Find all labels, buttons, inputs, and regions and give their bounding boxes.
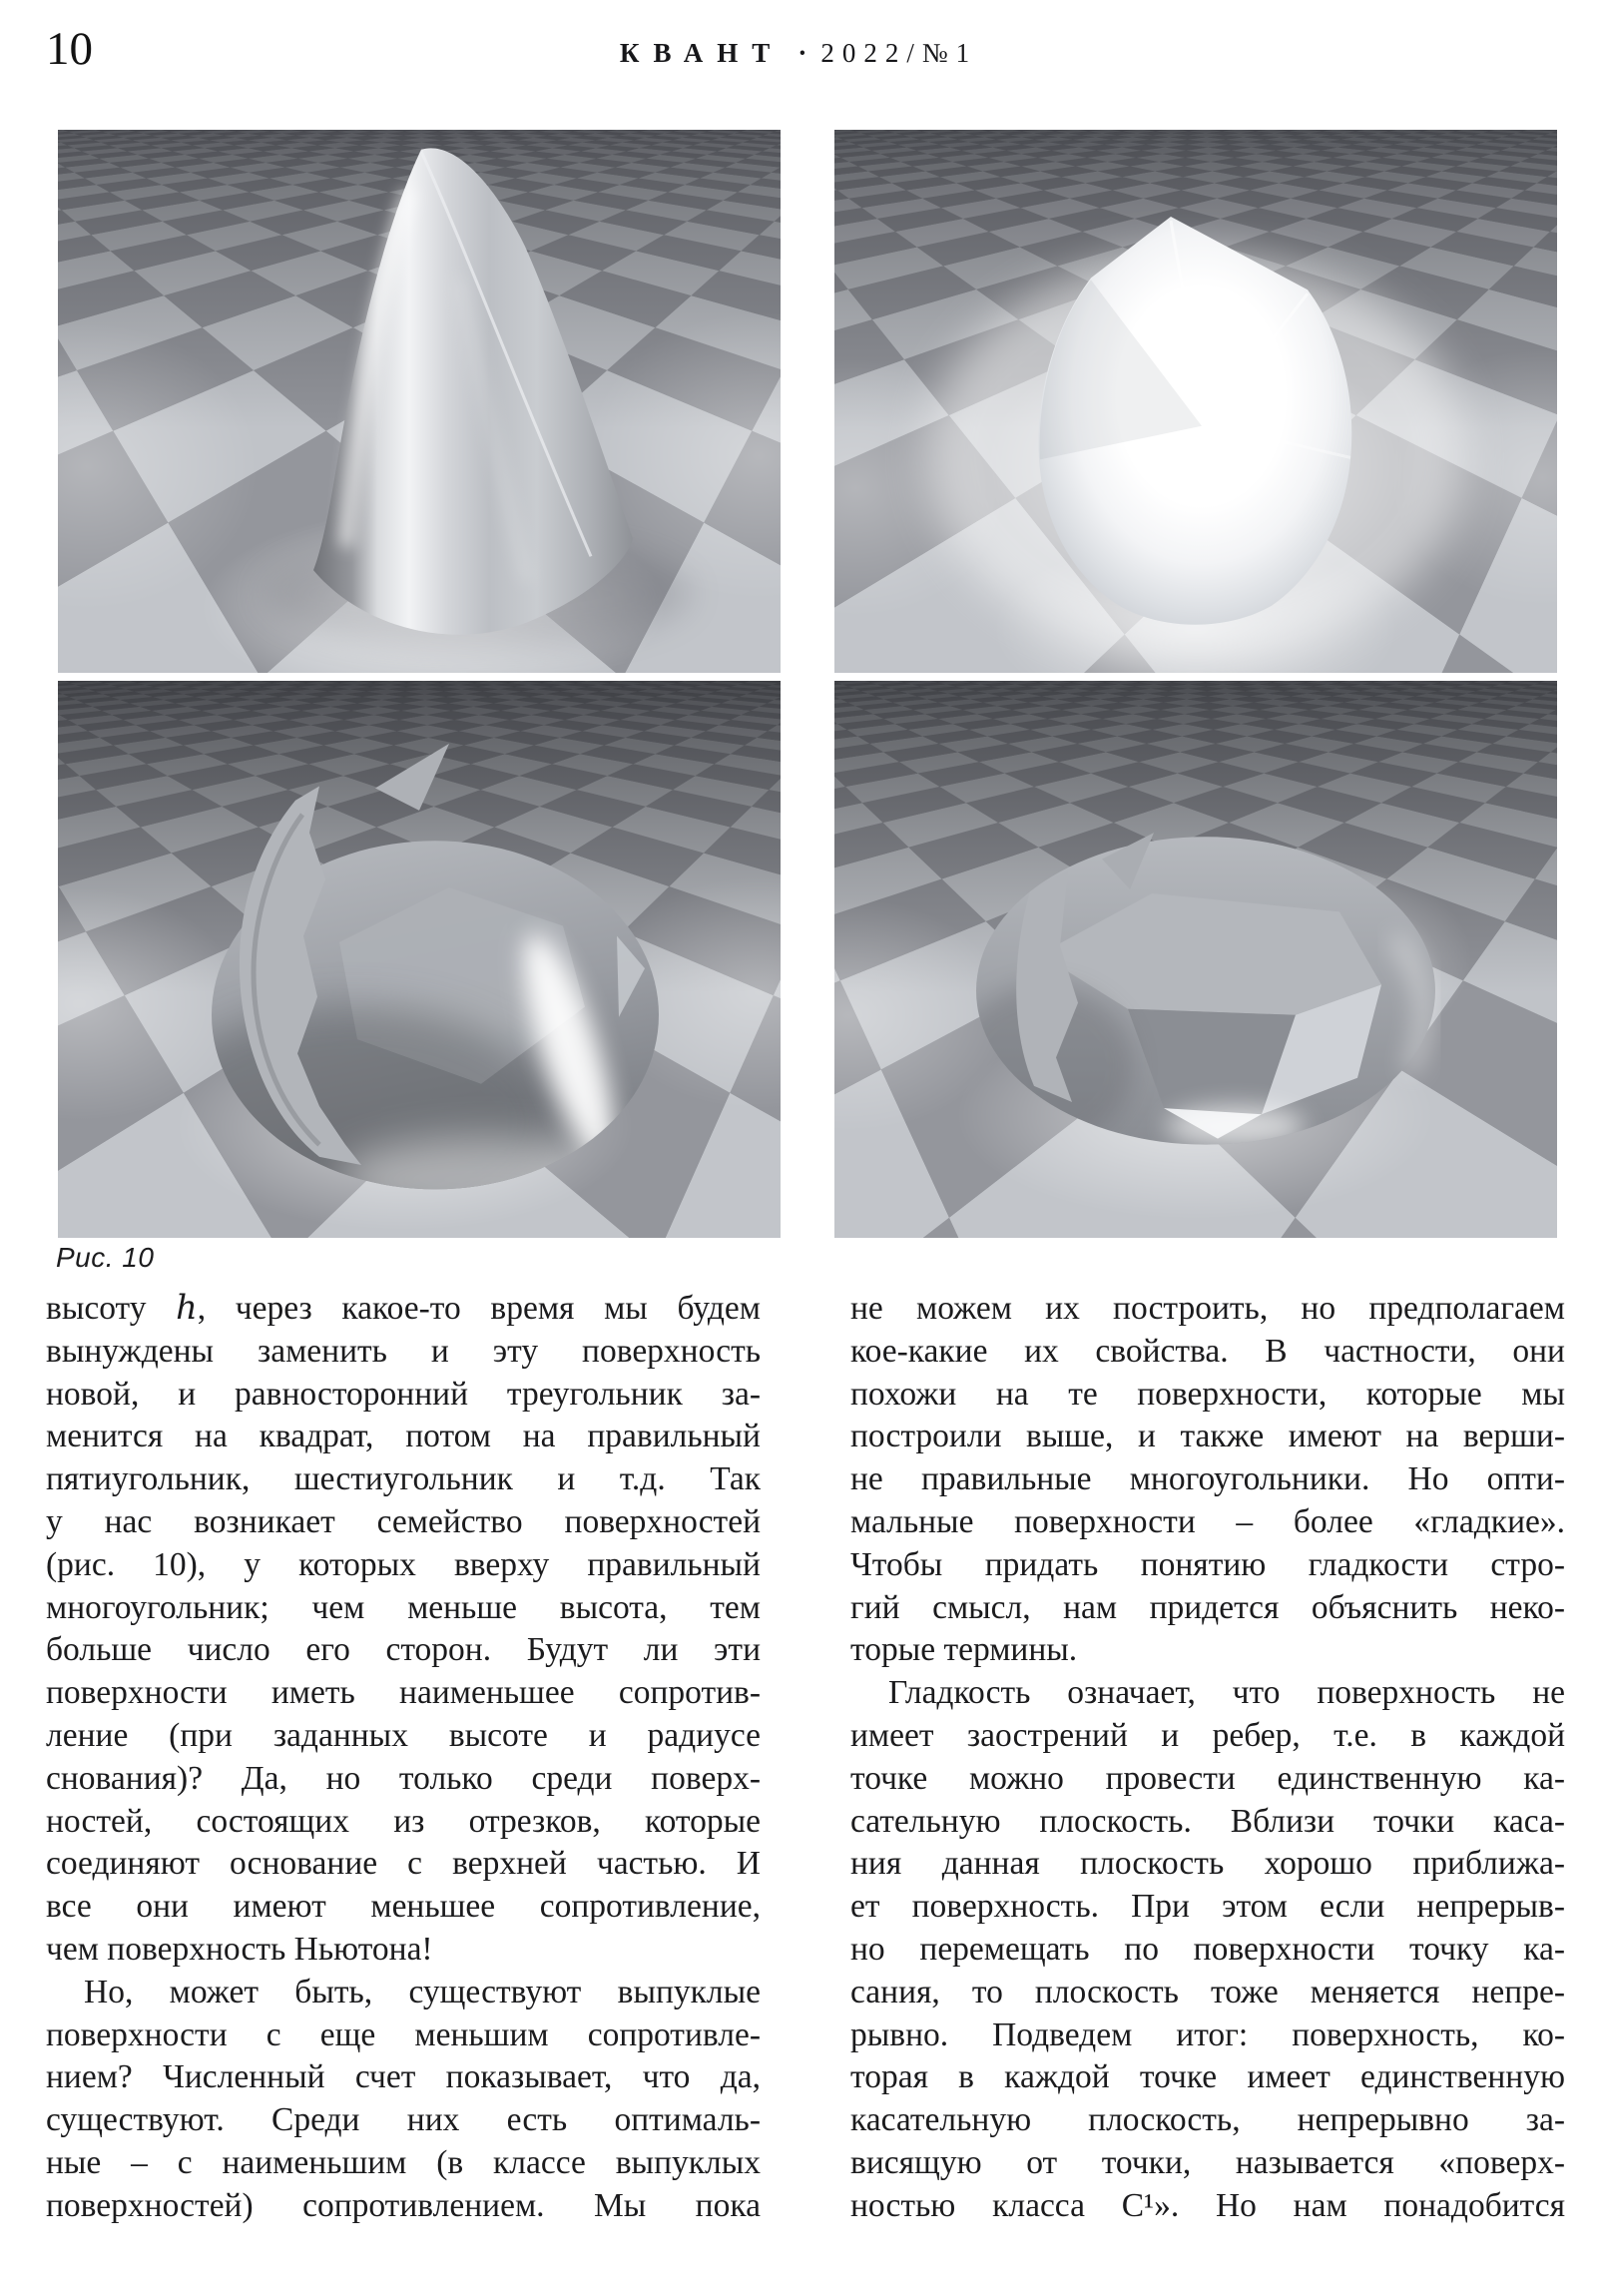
text-line: имеет заострений и ребер, т.е. в каждой (850, 1716, 1565, 1754)
text-line: гий смысл, нам придется объяснить неко- (850, 1588, 1565, 1626)
page-number: 10 (46, 23, 93, 75)
text-line: рывно. Подведем итог: поверхность, ко- (850, 2015, 1565, 2053)
cone-shape (58, 130, 781, 673)
text-line: ление (при заданных высоте и радиусе (46, 1716, 761, 1754)
text-line: висящую от точки, называется «поверх- (850, 2143, 1565, 2181)
text-line: пятиугольник, шестиугольник и т.д. Так (46, 1460, 761, 1498)
text-line: похожи на те поверхности, которые мы (850, 1375, 1565, 1413)
text-line: чем поверхность Ньютона! (46, 1930, 433, 1968)
text-line: но перемещать по поверхности точку ка- (850, 1930, 1565, 1968)
text-line: точке можно провести единственную ка- (850, 1759, 1565, 1797)
figure-render-cone (58, 130, 781, 673)
text-line: мальные поверхности – более «гладкие». (850, 1502, 1565, 1540)
text-line: многоугольник; чем меньше высота, тем (46, 1588, 761, 1626)
text-line: существуют. Среди них есть оптималь- (46, 2101, 761, 2139)
pit-shape (58, 681, 781, 1238)
pit-shape (834, 681, 1557, 1238)
text-line: менится на квадрат, потом на правильный (46, 1418, 761, 1455)
text-line: Но, может быть, существуют выпуклые (84, 1973, 761, 2010)
text-line: высоту ℎ, через какое-то время мы будем (46, 1290, 761, 1327)
text-line: нием? Численный счет показывает, что да, (46, 2058, 761, 2096)
text-line: больше число его сторон. Будут ли эти (46, 1631, 761, 1669)
text-column-left (46, 1288, 761, 2228)
text-line: вынуждены заменить и эту поверхность (46, 1332, 761, 1370)
text-line: (рис. 10), у которых вверху правильный (46, 1545, 761, 1583)
text-line: ет поверхность. При этом если непрерыв- (850, 1888, 1565, 1926)
text-line: не правильные многоугольники. Но опти- (850, 1460, 1565, 1498)
text-line: Чтобы придать понятию гладкости стро- (850, 1545, 1565, 1583)
figure-render-bump (834, 130, 1557, 673)
issue-label: 2022/№1 (820, 38, 978, 68)
running-header (0, 38, 1597, 69)
text-line: не можем их построить, но предполагаем (850, 1290, 1565, 1327)
text-line: поверхности с еще меньшим сопротивле- (46, 2015, 761, 2053)
text-line: касательную плоскость, непрерывно за- (850, 2101, 1565, 2139)
text-line: все они имеют меньшее сопротивление, (46, 1888, 761, 1926)
journal-title: КВАНТ (619, 38, 785, 68)
text-line: соединяют основание с верхней частью. И (46, 1845, 761, 1883)
text-line: Гладкость означает, что поверхность не (888, 1674, 1565, 1712)
text-line: у нас возникает семейство поверхностей (46, 1502, 761, 1540)
figure-caption: Рис. 10 (56, 1242, 155, 1273)
text-line: ностью класса C¹». Но нам понадобится (850, 2186, 1565, 2224)
bump-shape (834, 130, 1557, 673)
text-line: поверхности иметь наименьшее сопротив- (46, 1674, 761, 1712)
text-line: ностей, состоящих из отрезков, которые (46, 1802, 761, 1840)
text-line: сательную плоскость. Вблизи точки каса- (850, 1802, 1565, 1840)
text-line: торая в каждой точке имеет единственную (850, 2058, 1565, 2096)
text-line: новой, и равносторонний треугольник за- (46, 1375, 761, 1413)
text-line: ные – с наименьшим (в классе выпуклых (46, 2143, 761, 2181)
text-line: поверхностей) сопротивлением. Мы пока (46, 2186, 761, 2224)
text-column-right (850, 1288, 1565, 2228)
text-line: сания, то плоскость тоже меняется непре- (850, 1973, 1565, 2010)
text-line: торые термины. (850, 1631, 1078, 1669)
text-line: ния данная плоскость хорошо приближа- (850, 1845, 1565, 1883)
text-line: построили выше, и также имеют на верши- (850, 1418, 1565, 1455)
figure-render-shallow-pit (834, 681, 1557, 1238)
text-line: снования)? Да, но только среди поверх- (46, 1759, 761, 1797)
figure-render-deep-pit (58, 681, 781, 1238)
header-separator-dot: · (798, 38, 807, 68)
text-line: кое-какие их свойства. В частности, они (850, 1332, 1565, 1370)
